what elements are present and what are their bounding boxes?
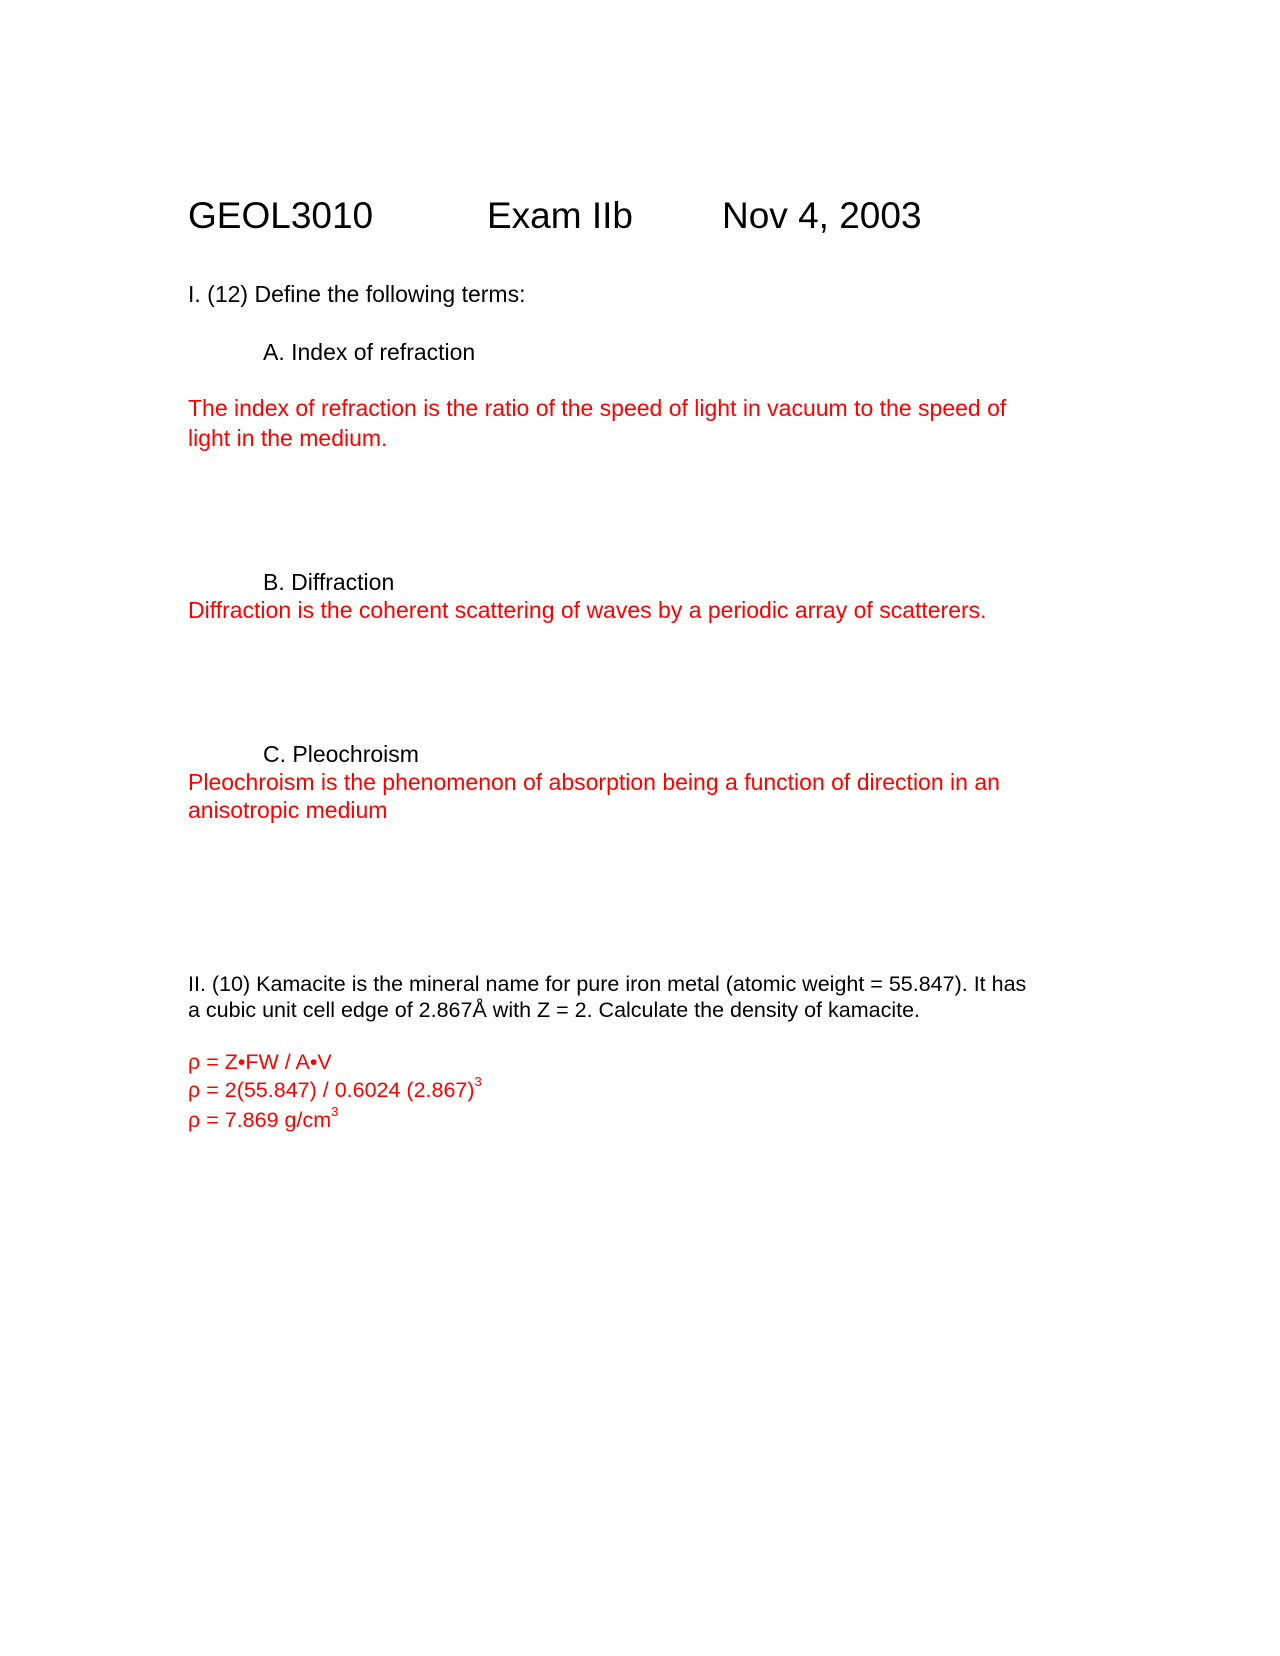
equation-3: [188, 1103, 339, 1134]
term-c: C. Pleochroism: [263, 741, 419, 767]
exam-date: Nov 4, 2003: [722, 195, 922, 236]
exam-title: Exam IIb: [487, 195, 633, 236]
section1-prompt: I. (12) Define the following terms:: [188, 281, 526, 307]
equation-1: [188, 1048, 332, 1076]
term-a: A. Index of refraction: [263, 339, 476, 365]
answer-b-line1: Diffraction is the coherent scattering of waves by a periodic array of scatterers.: [188, 597, 987, 623]
equation-2-text: ρ = 2(55.847) / 0.6024 (2.867): [188, 1078, 475, 1102]
equation-3-text: ρ = 7.869 g/cm: [188, 1108, 332, 1132]
answer-c-line1: Pleochroism is the phenomenon of absorption being a function of direction in an: [188, 769, 1000, 795]
section2-prompt-line2: a cubic unit cell edge of 2.867Å with Z = 2. Calculate the density of kamacite.: [188, 998, 921, 1022]
course-code: GEOL3010: [188, 195, 374, 236]
section2-prompt-line1: II. (10) Kamacite is the mineral name for pure iron metal (atomic weight = 55.847). It has: [188, 972, 1027, 996]
answer-a-line2: light in the medium.: [188, 425, 388, 451]
answer-a-line1: The index of refraction is the ratio of the speed of light in vacuum to the speed of: [188, 395, 1007, 421]
equation-2: [188, 1073, 482, 1104]
equation-2-exponent: 3: [474, 1073, 482, 1089]
answer-c-line2: anisotropic medium: [188, 797, 388, 823]
equation-1-text: ρ = Z•FW / A•V: [188, 1050, 332, 1074]
equation-3-exponent: 3: [331, 1103, 339, 1119]
term-b: B. Diffraction: [263, 569, 395, 595]
